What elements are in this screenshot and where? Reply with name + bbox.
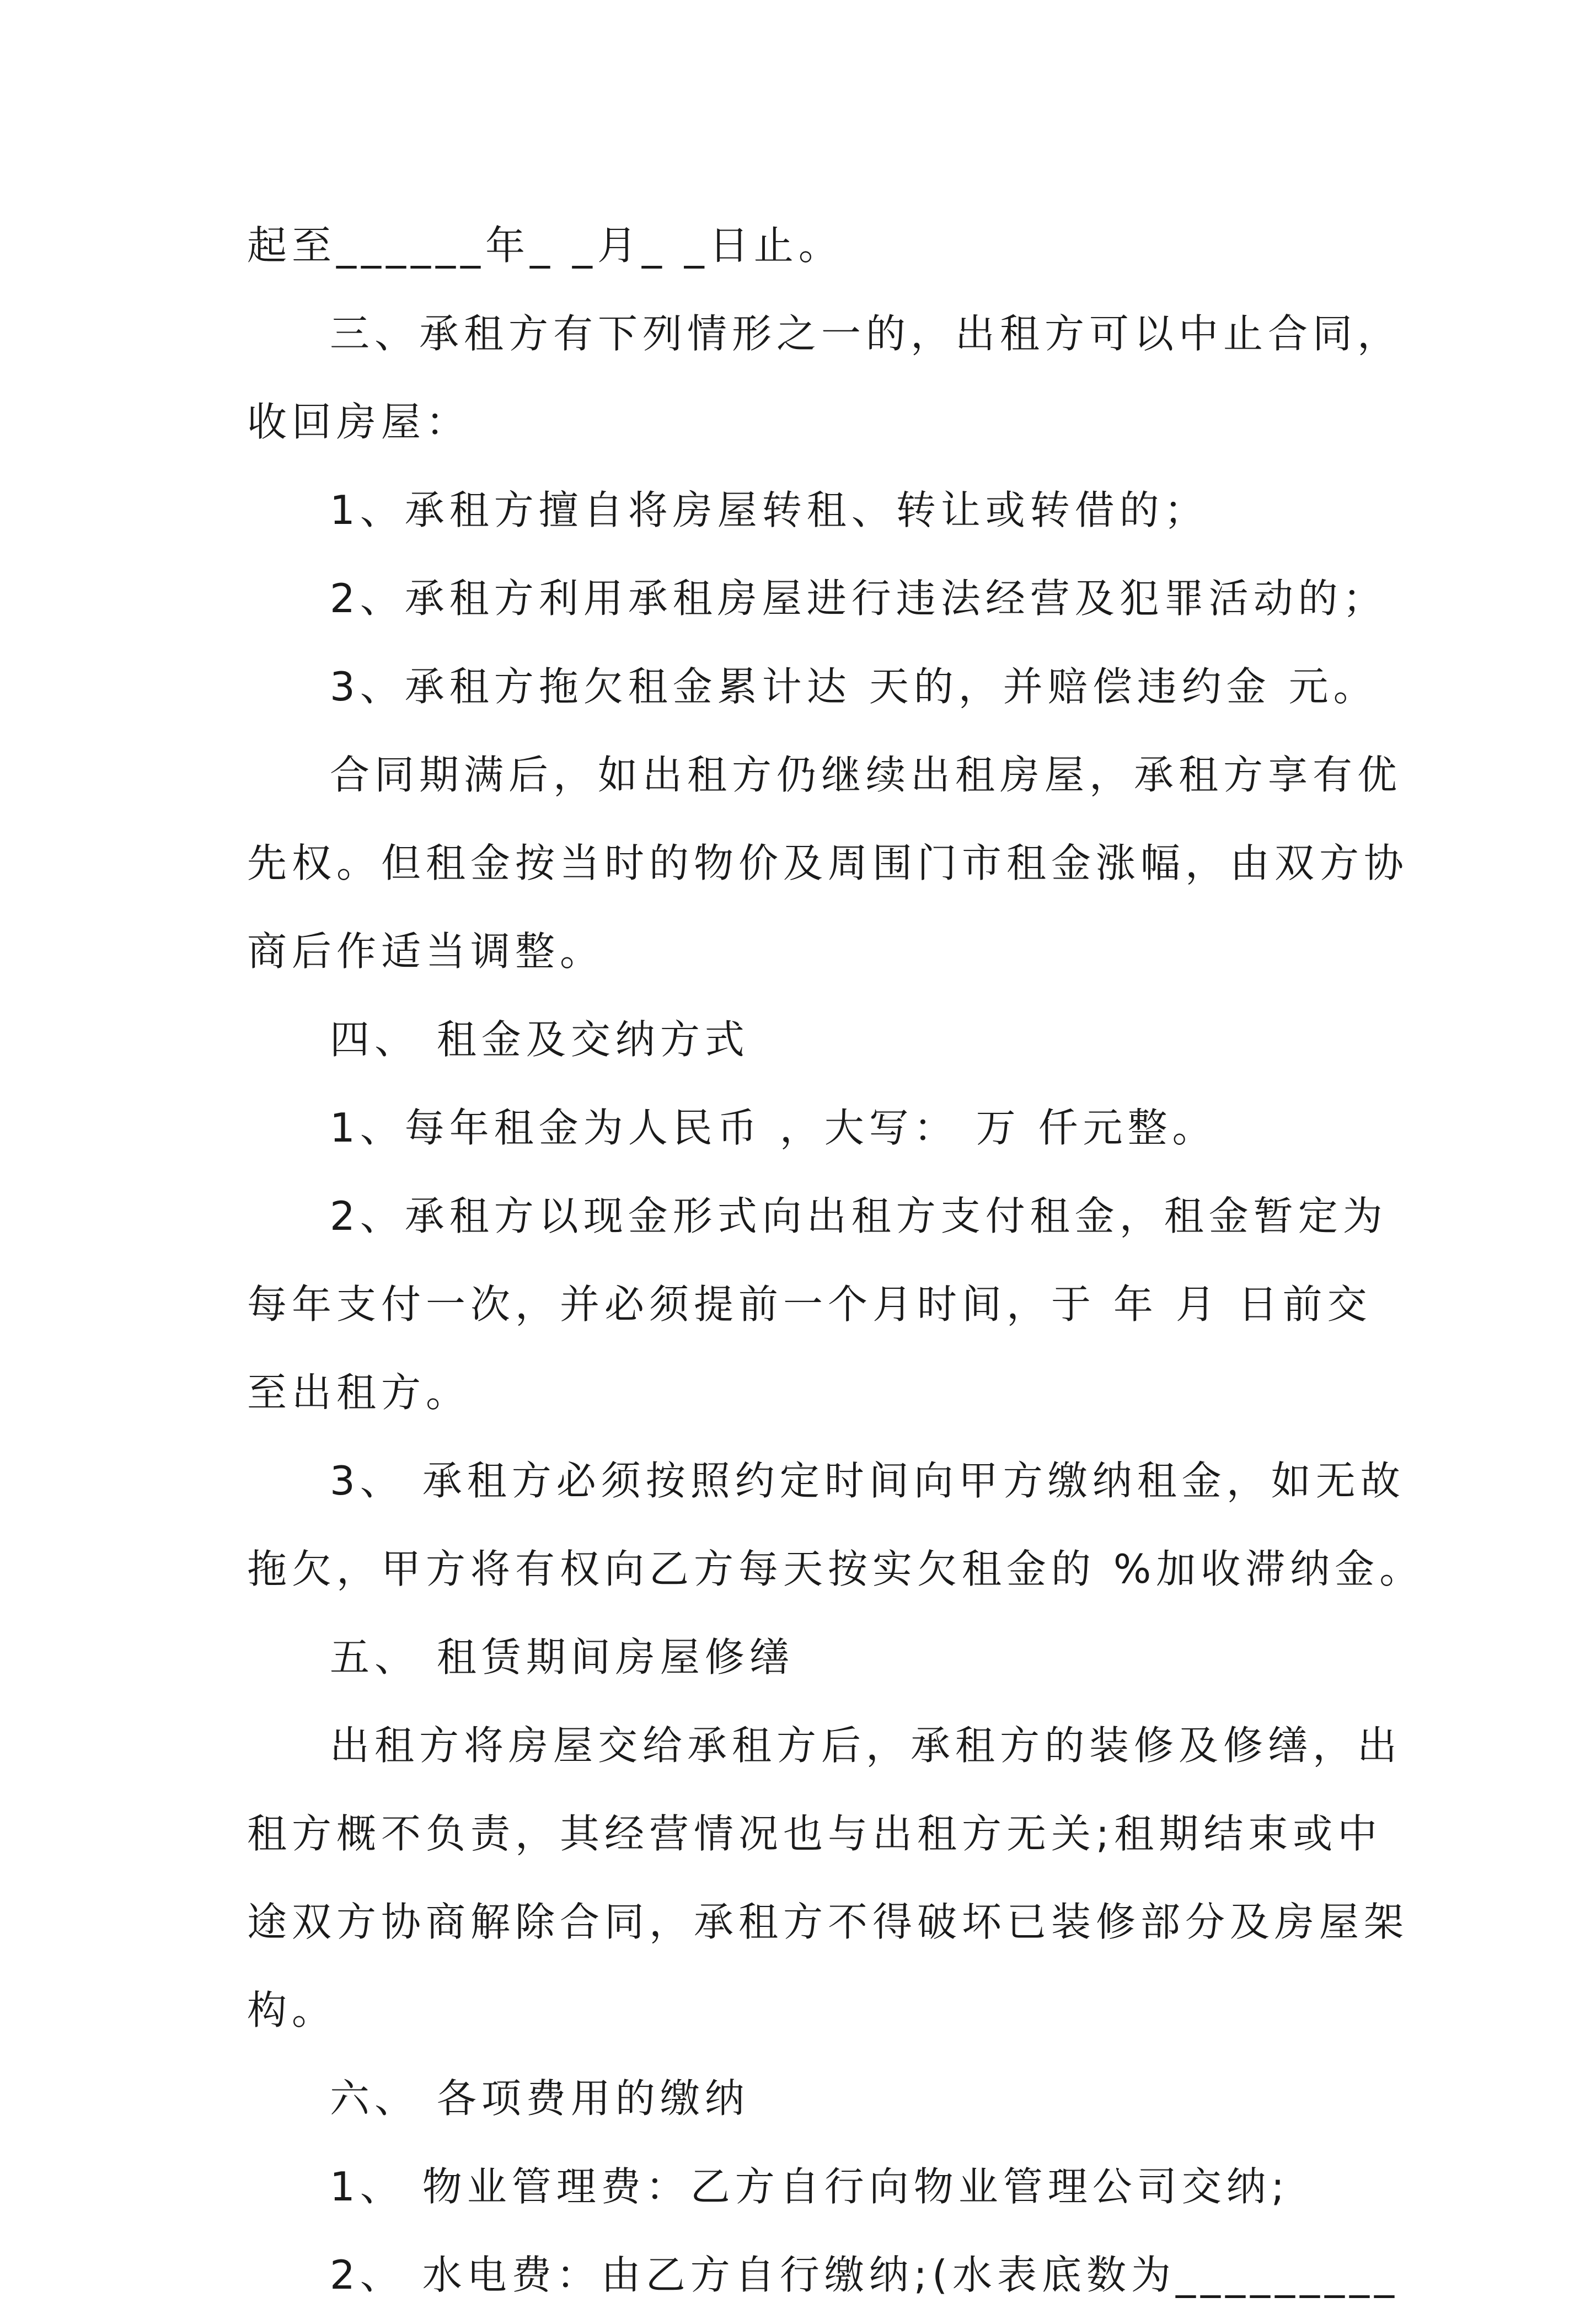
text-line: 合同期满后，如出租方仍继续出租房屋，承租方享有优 bbox=[330, 752, 1402, 798]
text-line: 途双方协商解除合同，承租方不得破坏已装修部分及房屋架 bbox=[247, 1899, 1409, 1945]
text-line: 2、承租方利用承租房屋进行违法经营及犯罪活动的； bbox=[330, 575, 1388, 622]
text-line: 3、 承租方必须按照约定时间向甲方缴纳租金，如无故 bbox=[330, 1458, 1405, 1504]
text-line: 先权。但租金按当时的物价及周围门市租金涨幅，由双方协 bbox=[247, 840, 1409, 886]
contract-text bbox=[247, 201, 1424, 2319]
text-line: 每年支付一次，并必须提前一个月时间，于 年 月 日前交 bbox=[247, 1281, 1372, 1327]
section-heading: 四、 租金及交纳方式 bbox=[330, 1016, 749, 1063]
text-line: 2、 水电费：由乙方自行缴纳;(水表底数为_________ bbox=[330, 2252, 1400, 2298]
text-line: 商后作适当调整。 bbox=[247, 928, 605, 974]
text-line: 2、承租方以现金形式向出租方支付租金，租金暂定为 bbox=[330, 1193, 1388, 1239]
text-line: 1、每年租金为人民币 ，大写： 万 仟元整。 bbox=[330, 1105, 1217, 1151]
text-line: 构。 bbox=[247, 1987, 337, 2033]
text-line: 出租方将房屋交给承租方后，承租方的装修及修缮，出 bbox=[330, 1722, 1402, 1769]
text-line: 至出租方。 bbox=[247, 1369, 471, 1416]
text-line: 起至______年_ _月_ _日止。 bbox=[247, 222, 843, 269]
section-heading: 五、 租赁期间房屋修缮 bbox=[330, 1634, 794, 1680]
section-heading: 六、 各项费用的缴纳 bbox=[330, 2075, 749, 2122]
text-line: 1、 物业管理费：乙方自行向物业管理公司交纳; bbox=[330, 2163, 1289, 2210]
text-line: 拖欠，甲方将有权向乙方每天按实欠租金的 %加收滞纳金。 bbox=[247, 1546, 1424, 1592]
text-line: 租方概不负责，其经营情况也与出租方无关;租期结束或中 bbox=[247, 1811, 1383, 1857]
text-line: 收回房屋： bbox=[247, 399, 471, 445]
text-line: 三、承租方有下列情形之一的，出租方可以中止合同， bbox=[330, 310, 1402, 357]
text-line: 3、承租方拖欠租金累计达 天的，并赔偿违约金 元。 bbox=[330, 663, 1378, 710]
text-line: 1、承租方擅自将房屋转租、转让或转借的； bbox=[330, 487, 1209, 533]
